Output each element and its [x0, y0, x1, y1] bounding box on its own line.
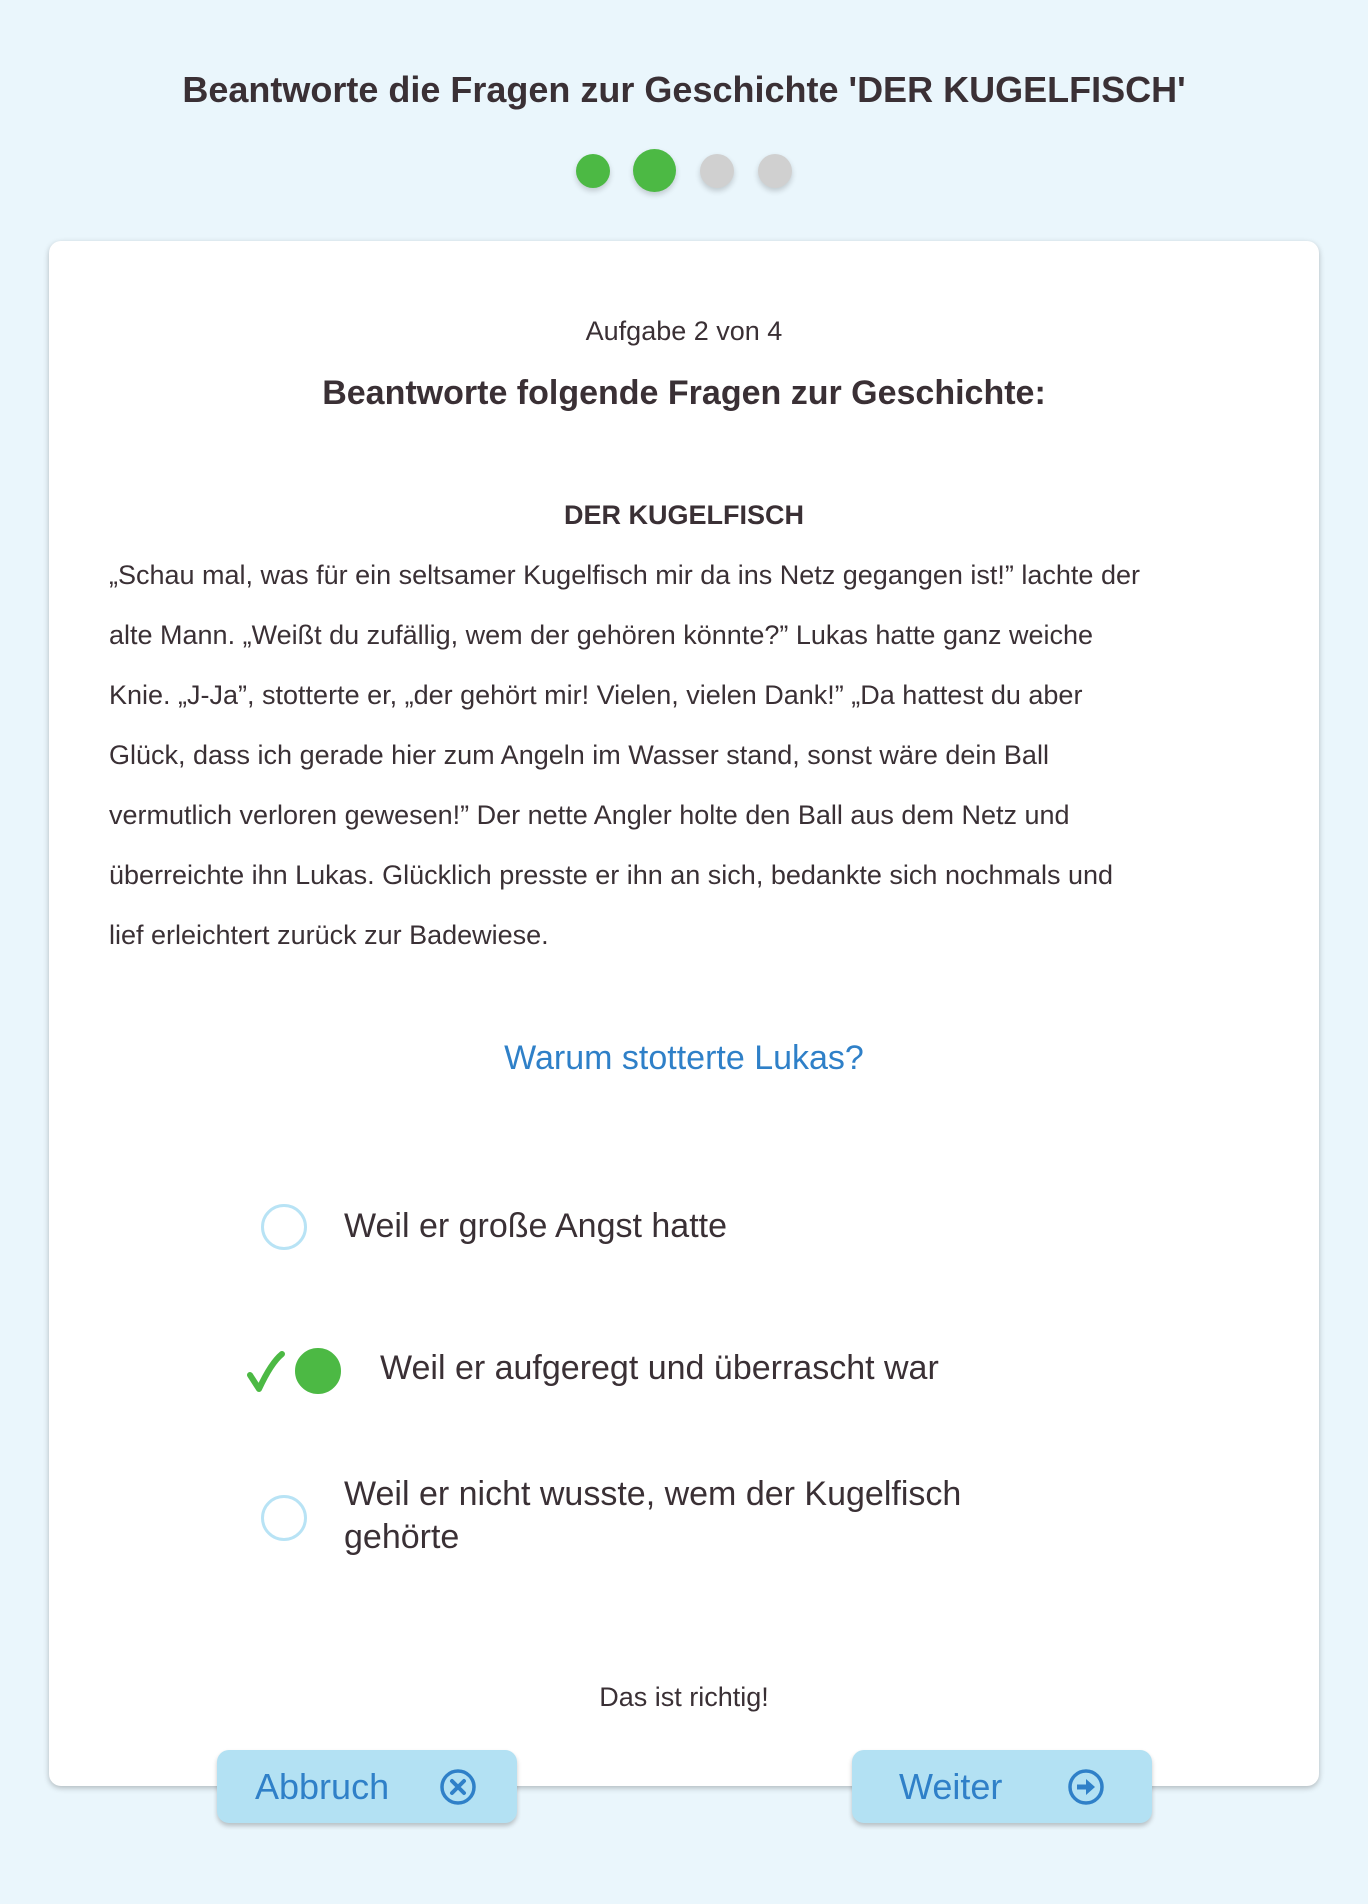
- story-line: Knie. „J-Ja”, stotterte er, „der gehört mir! Vielen, vielen Dank!” „Da hattest du aber: [109, 680, 1083, 710]
- story-line: Glück, dass ich gerade hier zum Angeln im Wasser stand, sonst wäre dein Ball: [109, 740, 1049, 770]
- progress-dot-1-done: [576, 154, 610, 188]
- radio-button-unchecked[interactable]: [261, 1204, 307, 1250]
- progress-dot-4: [758, 154, 792, 188]
- progress-dot-2-current: [633, 149, 676, 192]
- answer-option-label[interactable]: Weil er aufgeregt und überrascht war: [380, 1349, 939, 1387]
- answer-option-1[interactable]: [49, 1199, 1319, 1255]
- radio-button-unchecked[interactable]: [261, 1495, 307, 1541]
- progress-dot-3: [700, 154, 734, 188]
- next-button-label: Weiter: [899, 1766, 1003, 1807]
- question-text: Warum stotterte Lukas?: [504, 1039, 864, 1077]
- story-title: DER KUGELFISCH: [563, 500, 804, 530]
- task-card: [49, 241, 1319, 1786]
- story-line: lief erleichtert zurück zur Badewiese.: [109, 920, 549, 950]
- page-title: Beantworte die Fragen zur Geschichte 'DER KUGELFISCH': [182, 69, 1186, 110]
- story-line: überreichte ihn Lukas. Glücklich presste er ihn an sich, bedankte sich nochmals und: [109, 860, 1114, 890]
- radio-button-checked[interactable]: [295, 1348, 341, 1394]
- checkmark-icon: [245, 1349, 285, 1395]
- story-line: vermutlich verloren gewesen!” Der nette Angler holte den Ball aus dem Netz und: [109, 800, 1070, 830]
- cancel-button-label: Abbruch: [255, 1766, 390, 1807]
- story-line: „Schau mal, was für ein seltsamer Kugelfisch mir da ins Netz gegangen ist!” lachte der: [109, 560, 1140, 590]
- task-heading: Beantworte folgende Fragen zur Geschichte:: [322, 374, 1046, 412]
- next-button[interactable]: [852, 1750, 1152, 1823]
- circle-x-icon: [439, 1768, 477, 1806]
- feedback-message: Das ist richtig!: [599, 1682, 769, 1712]
- answer-option-label[interactable]: [344, 1473, 961, 1559]
- answer-option-label-line: Weil er nicht wusste, wem der Kugelfisch: [344, 1475, 962, 1513]
- story-line: alte Mann. „Weißt du zufällig, wem der gehören könnte?” Lukas hatte ganz weiche: [109, 620, 1094, 650]
- progress-indicator: [0, 145, 1368, 197]
- answer-option-label[interactable]: Weil er große Angst hatte: [344, 1207, 728, 1245]
- circle-arrow-right-icon: [1067, 1768, 1105, 1806]
- answer-option-3[interactable]: [49, 1473, 1319, 1563]
- answer-option-label-line: gehörte: [344, 1518, 460, 1556]
- answer-option-2[interactable]: [49, 1341, 1319, 1401]
- cancel-button[interactable]: [217, 1750, 517, 1823]
- story-text: [109, 545, 1269, 965]
- task-counter: Aufgabe 2 von 4: [585, 316, 783, 346]
